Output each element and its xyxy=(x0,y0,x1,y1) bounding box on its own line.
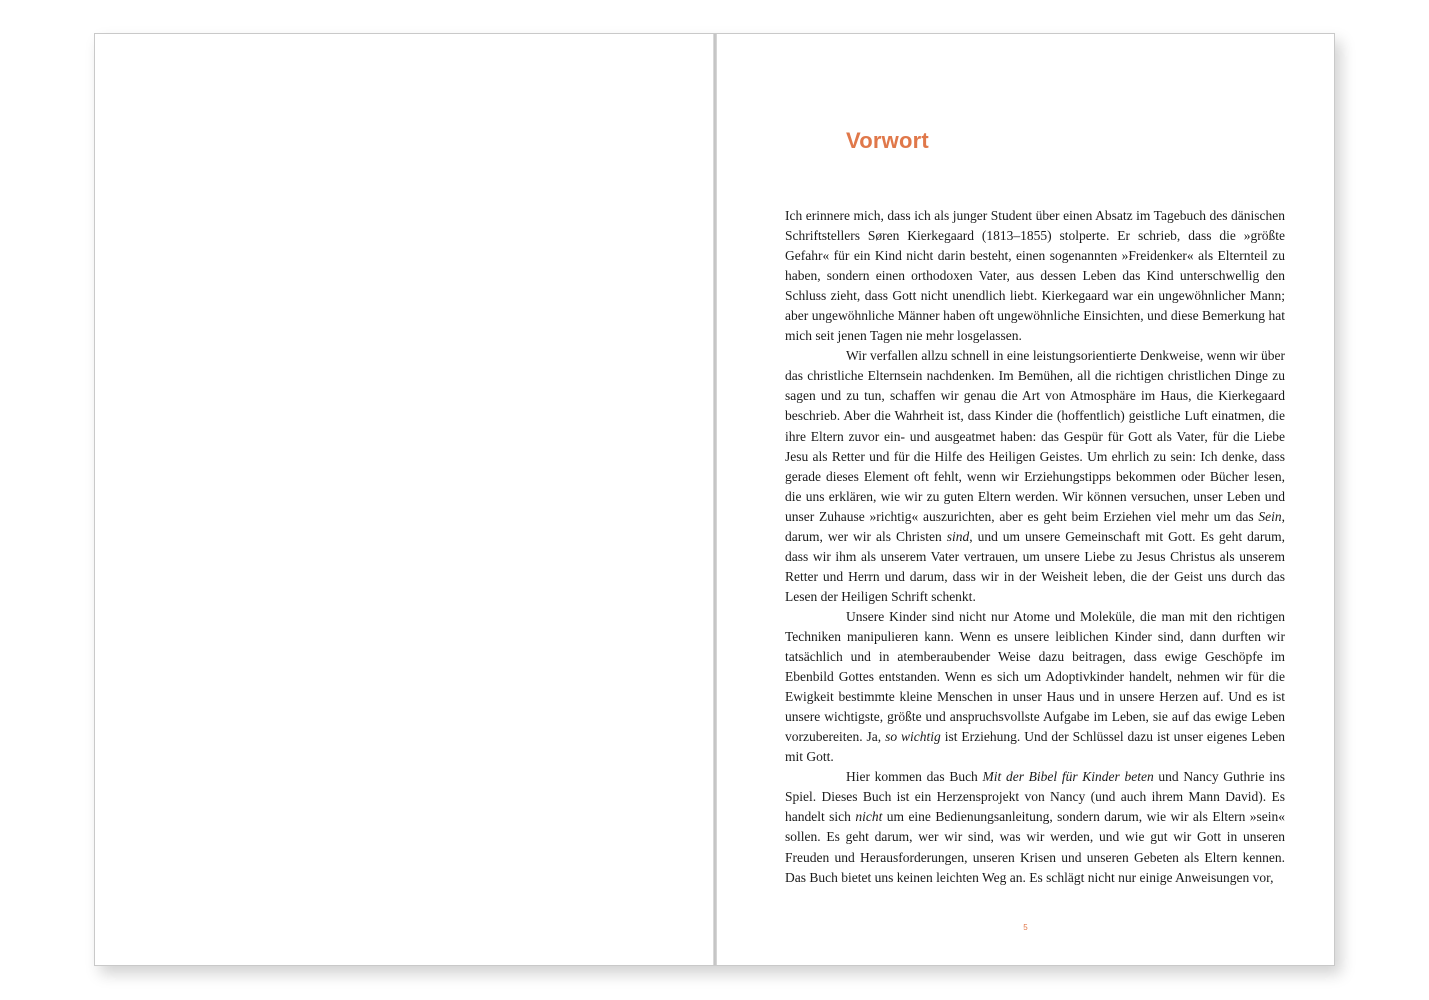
paragraph xyxy=(785,607,1285,767)
text-run: und Nancy Guthrie ins Spiel. Dieses Buch ist ein Herzensprojekt von Nancy (und auch ihrem Mann David). Es handelt sich xyxy=(785,769,1285,825)
text-run: Ich erinnere mich, dass ich als junger Student über einen Absatz im Tagebuch des dänischen Schriftstellers Søren Kierkegaard (1813–1855) stolperte. Er schrieb, dass die »größte Gefahr« für ein Kind nicht darin besteht, einen sogenannten »Freidenker« als Elternteil zu haben, sondern einen orthodoxen Vater, aus dessen Leben das Kind unterschwellig den Schluss zieht, dass Gott nicht unendlich liebt. Kierkegaard war ein ungewöhnlicher Mann; aber ungewöhnliche Männer haben oft ungewöhnliche Einsichten, und diese Bemerkung hat mich seit jenen Tagen nie mehr losgelassen. xyxy=(785,208,1285,344)
text-run: , darum, wer wir als Christen xyxy=(785,508,1285,544)
text-run: um eine Bedienungsanleitung, sondern darum, wie wir als Eltern »sein« sollen. Es geht darum, wer wir sind, was wir werden, und wie gut wir Gott in unseren Freuden und Herausforderungen, unseren Krisen und unseren Gebeten als Eltern kennen. Das Buch bietet uns keinen leichten Weg an. Es schlägt nicht nur einige Anweisungen vor, xyxy=(785,809,1285,885)
text-run: Unsere Kinder sind nicht nur Atome und Moleküle, die man mit den richtigen Techniken manipulieren kann. Wenn es unsere leiblichen Kinder sind, dann durften wir tatsächlich und in atemberaubender Weise dazu beitragen, dass ewige Geschöpfe im Ebenbild Gottes entstanden. Wenn es sich um Adoptivkinder handelt, nehmen wir für die Ewigkeit bestimmte kleine Menschen in unser Haus und in unsere Herzen auf. Und es ist unsere wichtigste, größte und anspruchsvollste Aufgabe im Leben, sie auf das ewige Leben vorzubereiten. Ja, xyxy=(785,608,1285,745)
text-run: Wir verfallen allzu schnell in eine leistungsorientierte Denkweise, wenn wir über das christliche Elternsein nachdenken. Im Bemühen, all die richtigen christlichen Dinge zu sagen und zu tun, schaffen wir genau die Art von Atmosphäre im Haus, die Kierkegaard beschrieb. Aber die Wahrheit ist, dass Kinder die (hoffentlich) geistliche Luft einatmen, die ihre Eltern zuvor ein- und ausgeatmet haben: das Gespür für Gott als Vater, für die Liebe Jesu als Retter und für die Hilfe des Heiligen Geistes. Um ehrlich zu sein: Ich denke, dass gerade dieses Element oft fehlt, wenn wir Erziehungstipps bekommen oder Bücher lesen, die uns erklären, wie wir zu guten Eltern werden. Wir können versuchen, unser Leben und unser Zuhause »richtig« auszurichten, aber es geht beim Erziehen viel mehr um das xyxy=(785,348,1285,524)
emphasis-text: sind xyxy=(946,528,970,544)
right-page xyxy=(717,34,1334,965)
left-page-blank xyxy=(95,34,715,965)
emphasis-text: Mit der Bibel für Kinder beten xyxy=(982,769,1154,785)
page-number: 5 xyxy=(1023,923,1028,932)
emphasis-text: nicht xyxy=(855,809,883,825)
chapter-heading: Vorwort xyxy=(846,128,929,153)
text-run: Hier kommen das Buch xyxy=(846,769,983,785)
text-run: ist Erziehung. Und der Schlüssel dazu ist unser eigenes Leben mit Gott. xyxy=(785,729,1285,765)
paragraph xyxy=(785,767,1285,887)
paragraph xyxy=(785,206,1285,346)
paragraph xyxy=(785,346,1285,607)
emphasis-text: so wichtig xyxy=(885,729,941,745)
body-text xyxy=(785,206,1285,888)
emphasis-text: Sein xyxy=(1258,508,1282,524)
book-spread xyxy=(94,33,1335,966)
text-run: , und um unsere Gemeinschaft mit Gott. Es geht darum, dass wir ihm als unserem Vater vertrauen, um unsere Liebe zu Jesus Christus als unserem Retter und Herrn und darum, dass wir in der Weisheit leben, die der Geist uns durch das Lesen der Heiligen Schrift schenkt. xyxy=(785,528,1286,604)
